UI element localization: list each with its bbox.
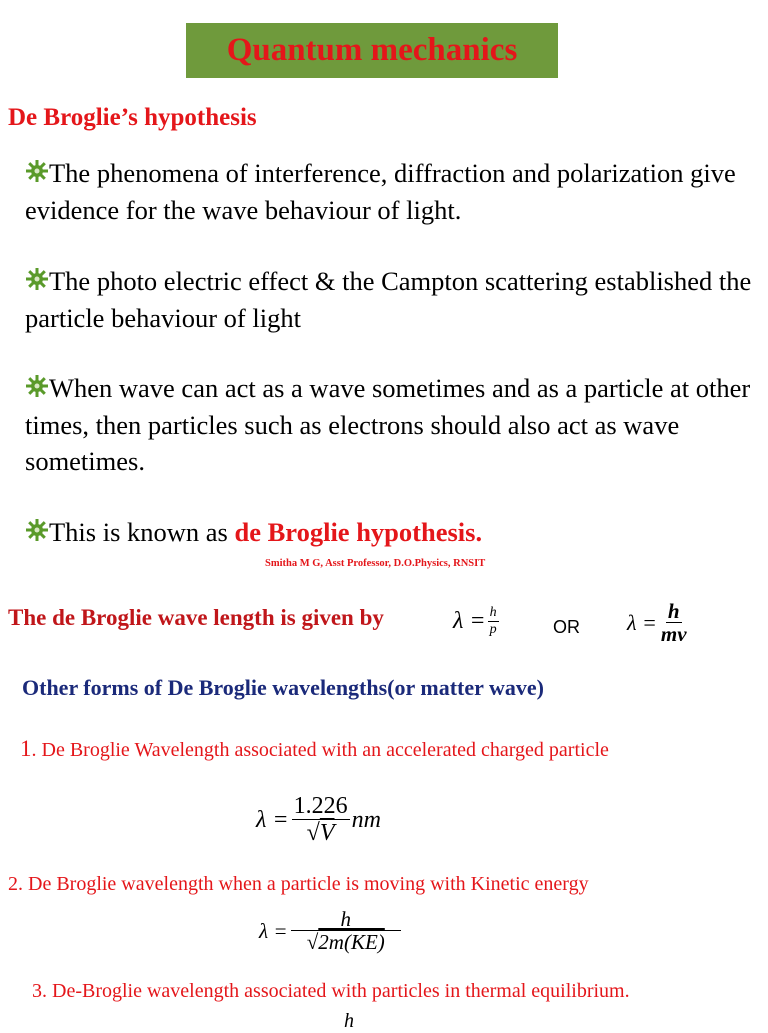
item-number: 1 bbox=[20, 736, 32, 761]
eq3-denominator bbox=[307, 820, 335, 846]
eq3-unit: nm bbox=[351, 806, 381, 833]
eq4-fraction bbox=[291, 908, 402, 954]
other-forms-heading: Other forms of De Broglie wavelengths(or matter wave) bbox=[22, 675, 544, 700]
bullet-3 bbox=[25, 370, 760, 480]
eq2-numerator: h bbox=[667, 599, 680, 623]
eq4-expression: 2m(KE) bbox=[318, 930, 385, 955]
or-label: OR bbox=[553, 617, 580, 637]
equation-4 bbox=[259, 908, 401, 954]
green-gear-icon bbox=[25, 159, 49, 183]
bullet-highlight: de Broglie hypothesis. bbox=[234, 517, 483, 547]
eq1-numerator: h bbox=[489, 605, 497, 620]
item-text: . De-Broglie wavelength associated with particles in thermal equilibrium. bbox=[42, 980, 630, 1002]
eq4-numerator: h bbox=[291, 908, 402, 931]
item-2 bbox=[8, 873, 589, 896]
slide-title: Quantum mechanics bbox=[226, 32, 518, 68]
equation-1 bbox=[453, 606, 499, 637]
wavelength-intro: The de Broglie wave length is given by bbox=[8, 605, 384, 630]
eq5-numerator: h bbox=[344, 1010, 354, 1032]
green-gear-icon bbox=[25, 267, 49, 291]
item-3 bbox=[32, 980, 630, 1003]
eq3-numerator: 1.226 bbox=[293, 793, 348, 819]
eq1-denominator: p bbox=[489, 621, 497, 637]
bullet-text: The phenomena of interference, diffraction and polarization give evidence for the wave behaviour of light. bbox=[25, 158, 736, 225]
eq4-denominator bbox=[307, 931, 385, 954]
eq2-lhs: λ = bbox=[627, 610, 657, 636]
equation-3 bbox=[256, 794, 381, 847]
bullet-1 bbox=[25, 155, 760, 228]
sqrt-symbol: √ bbox=[306, 820, 320, 847]
author-credit: Smitha M G, Asst Professor, D.O.Physics, RNSIT bbox=[265, 558, 486, 569]
bullet-text: This is known as bbox=[49, 517, 235, 547]
bullet-4 bbox=[25, 514, 760, 551]
green-gear-icon bbox=[25, 518, 49, 542]
item-1 bbox=[20, 736, 609, 762]
eq2-fraction bbox=[661, 600, 687, 646]
eq3-lhs: λ = bbox=[256, 806, 289, 833]
item-text: . De Broglie Wavelength associated with an accelerated charged particle bbox=[31, 739, 609, 761]
eq3-variable: V bbox=[319, 820, 335, 847]
bullet-2 bbox=[25, 263, 760, 336]
eq1-lhs: λ = bbox=[453, 608, 486, 635]
section-title: De Broglie’s hypothesis bbox=[8, 104, 257, 131]
equation-2 bbox=[627, 600, 687, 646]
equation-5-partial bbox=[344, 1010, 354, 1033]
eq4-lhs: λ = bbox=[259, 918, 288, 943]
green-gear-icon bbox=[25, 374, 49, 398]
eq3-fraction bbox=[292, 794, 350, 847]
item-number: 2 bbox=[8, 873, 18, 895]
eq1-fraction bbox=[488, 606, 499, 637]
item-number: 3 bbox=[32, 980, 42, 1002]
item-text: . De Broglie wavelength when a particle is moving with Kinetic energy bbox=[18, 873, 589, 895]
eq2-denominator: mv bbox=[660, 622, 687, 647]
sqrt-symbol: √ bbox=[306, 930, 319, 955]
bullet-text: The photo electric effect & the Campton scattering established the particle behaviour of light bbox=[25, 266, 752, 333]
bullet-text: When wave can act as a wave sometimes and as a particle at other times, then particles such as electrons should also act as wave sometimes. bbox=[25, 373, 751, 476]
title-box bbox=[186, 23, 558, 78]
